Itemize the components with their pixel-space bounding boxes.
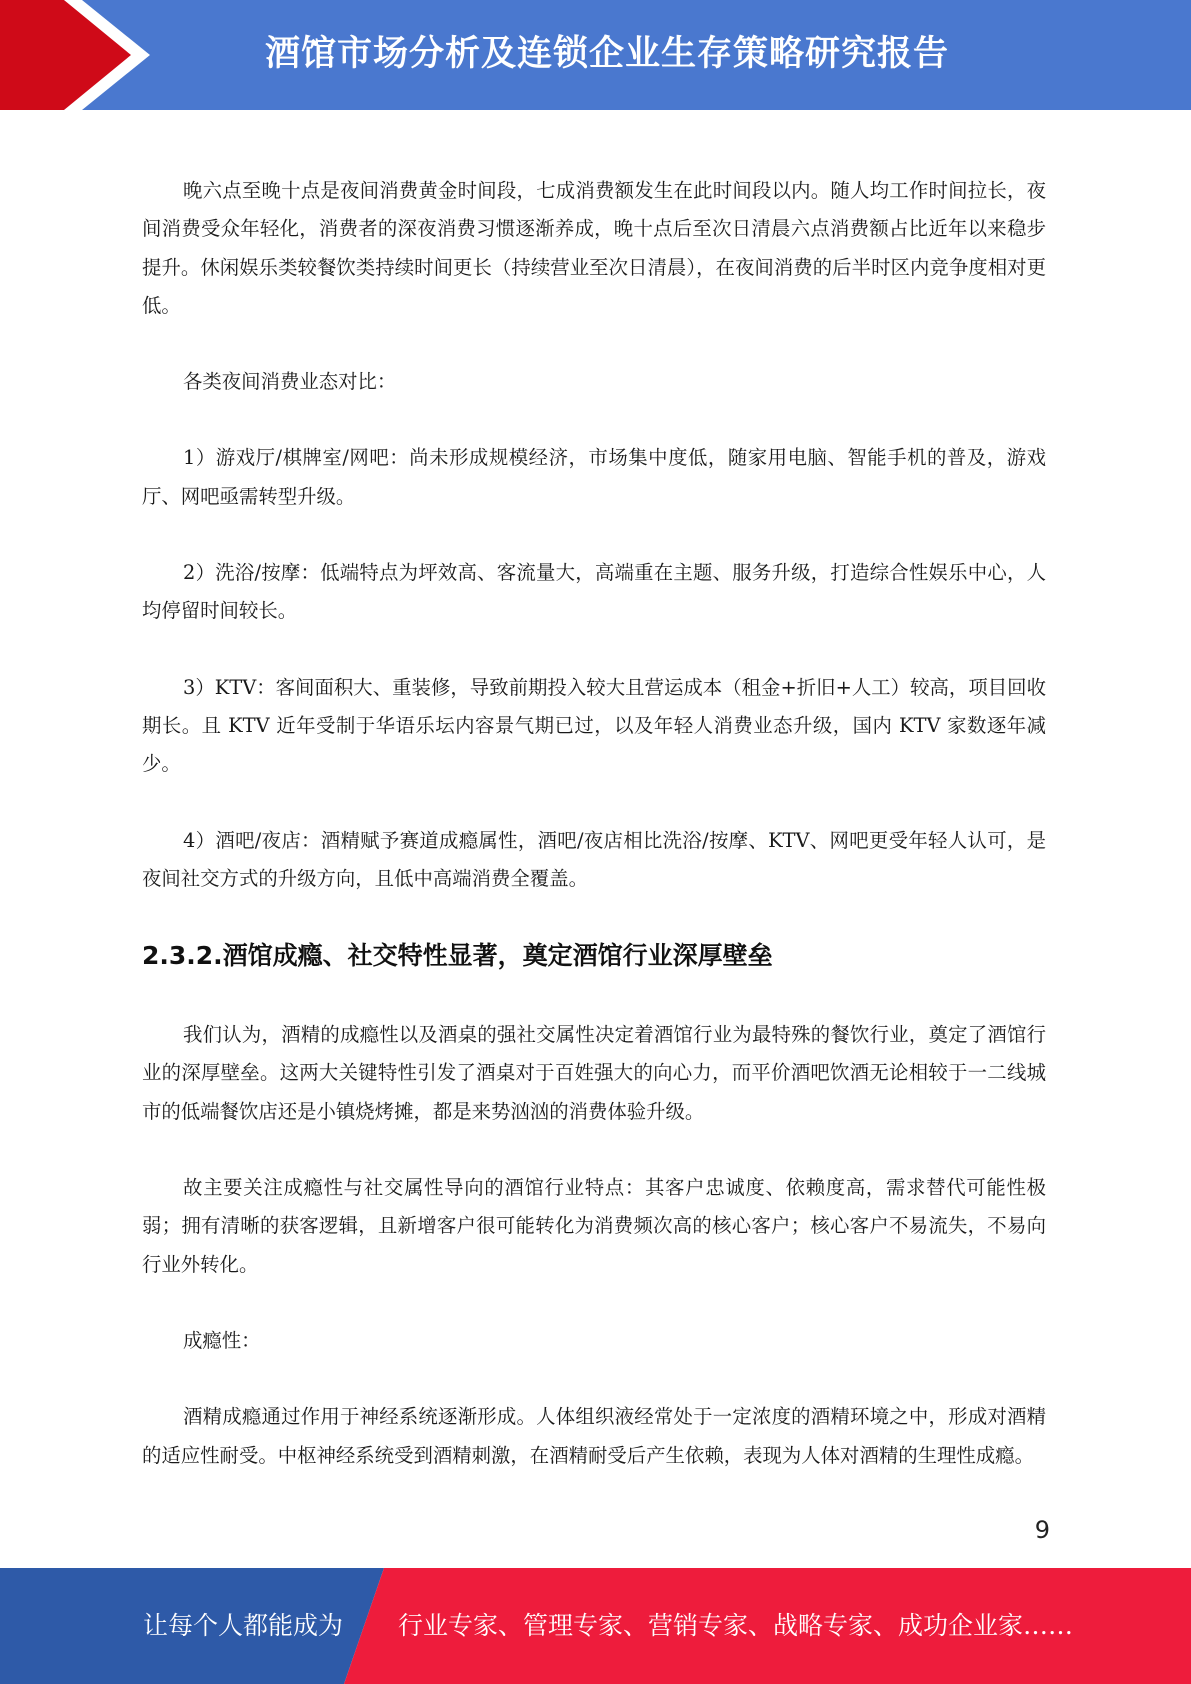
page-number: 9	[1034, 1516, 1050, 1544]
paragraph: 我们认为，酒精的成瘾性以及酒桌的强社交属性决定着酒馆行业为最特殊的餐饮行业，奠定了酒馆行业的深厚壁垒。这两大关键特性引发了酒桌对于百姓强大的向心力，而平价酒吧饮酒无论相较于一二线城市的低端餐饮店还是小镇烧烤摊，都是来势汹汹的消费体验升级。	[142, 1023, 1046, 1123]
footer-slogan-right: 行业专家、管理专家、营销专家、战略专家、成功企业家……	[398, 1611, 1074, 1640]
paragraph: 成瘾性：	[183, 1328, 261, 1352]
paragraph: 1）游戏厅/棋牌室/网吧：尚未形成规模经济，市场集中度低，随家用电脑、智能手机的普及，游戏厅、网吧亟需转型升级。	[142, 446, 1046, 508]
paragraph: 4）酒吧/夜店：酒精赋予赛道成瘾属性，酒吧/夜店相比洗浴/按摩、KTV、网吧更受年轻人认可，是夜间社交方式的升级方向，且低中高端消费全覆盖。	[142, 828, 1046, 890]
footer-slogan-left: 让每个人都能成为	[143, 1611, 344, 1640]
paragraph: 3）KTV：客间面积大、重装修，导致前期投入较大且营运成本（租金+折旧+人工）较高，项目回收期长。且 KTV 近年受制于华语乐坛内容景气期已过，以及年轻人消费业态升级，国内 KTV 家数逐年减少。	[142, 675, 1046, 776]
paragraph: 酒精成瘾通过作用于神经系统逐渐形成。人体组织液经常处于一定浓度的酒精环境之中，形成对酒精的适应性耐受。中枢神经系统受到酒精刺激，在酒精耐受后产生依赖，表现为人体对酒精的生理性成瘾。	[142, 1405, 1046, 1467]
report-title: 酒馆市场分析及连锁企业生存策略研究报告	[265, 34, 950, 74]
paragraph: 2）洗浴/按摩：低端特点为坪效高、客流量大，高端重在主题、服务升级，打造综合性娱乐中心，人均停留时间较长。	[142, 561, 1046, 623]
paragraph: 故主要关注成瘾性与社交属性导向的酒馆行业特点：其客户忠诚度、依赖度高，需求替代可能性极弱；拥有清晰的获客逻辑，且新增客户很可能转化为消费频次高的核心客户；核心客户不易流失，不易向行业外转化。	[142, 1176, 1046, 1276]
paragraph: 各类夜间消费业态对比：	[183, 370, 397, 394]
section-heading: 2.3.2.酒馆成瘾、社交特性显著，奠定酒馆行业深厚壁垒	[142, 941, 773, 971]
page-header	[0, 0, 1191, 110]
paragraph: 晚六点至晚十点是夜间消费黄金时间段，七成消费额发生在此时间段以内。随人均工作时间拉长，夜间消费受众年轻化，消费者的深夜消费习惯逐渐养成，晚十点后至次日清晨六点消费额占比近年以来稳步提升。休闲娱乐类较餐饮类持续时间更长（持续营业至次日清晨），在夜间消费的后半时区内竞争度相对更低。	[142, 179, 1046, 317]
document-body	[142, 172, 1046, 1513]
page-footer	[0, 1568, 1191, 1684]
